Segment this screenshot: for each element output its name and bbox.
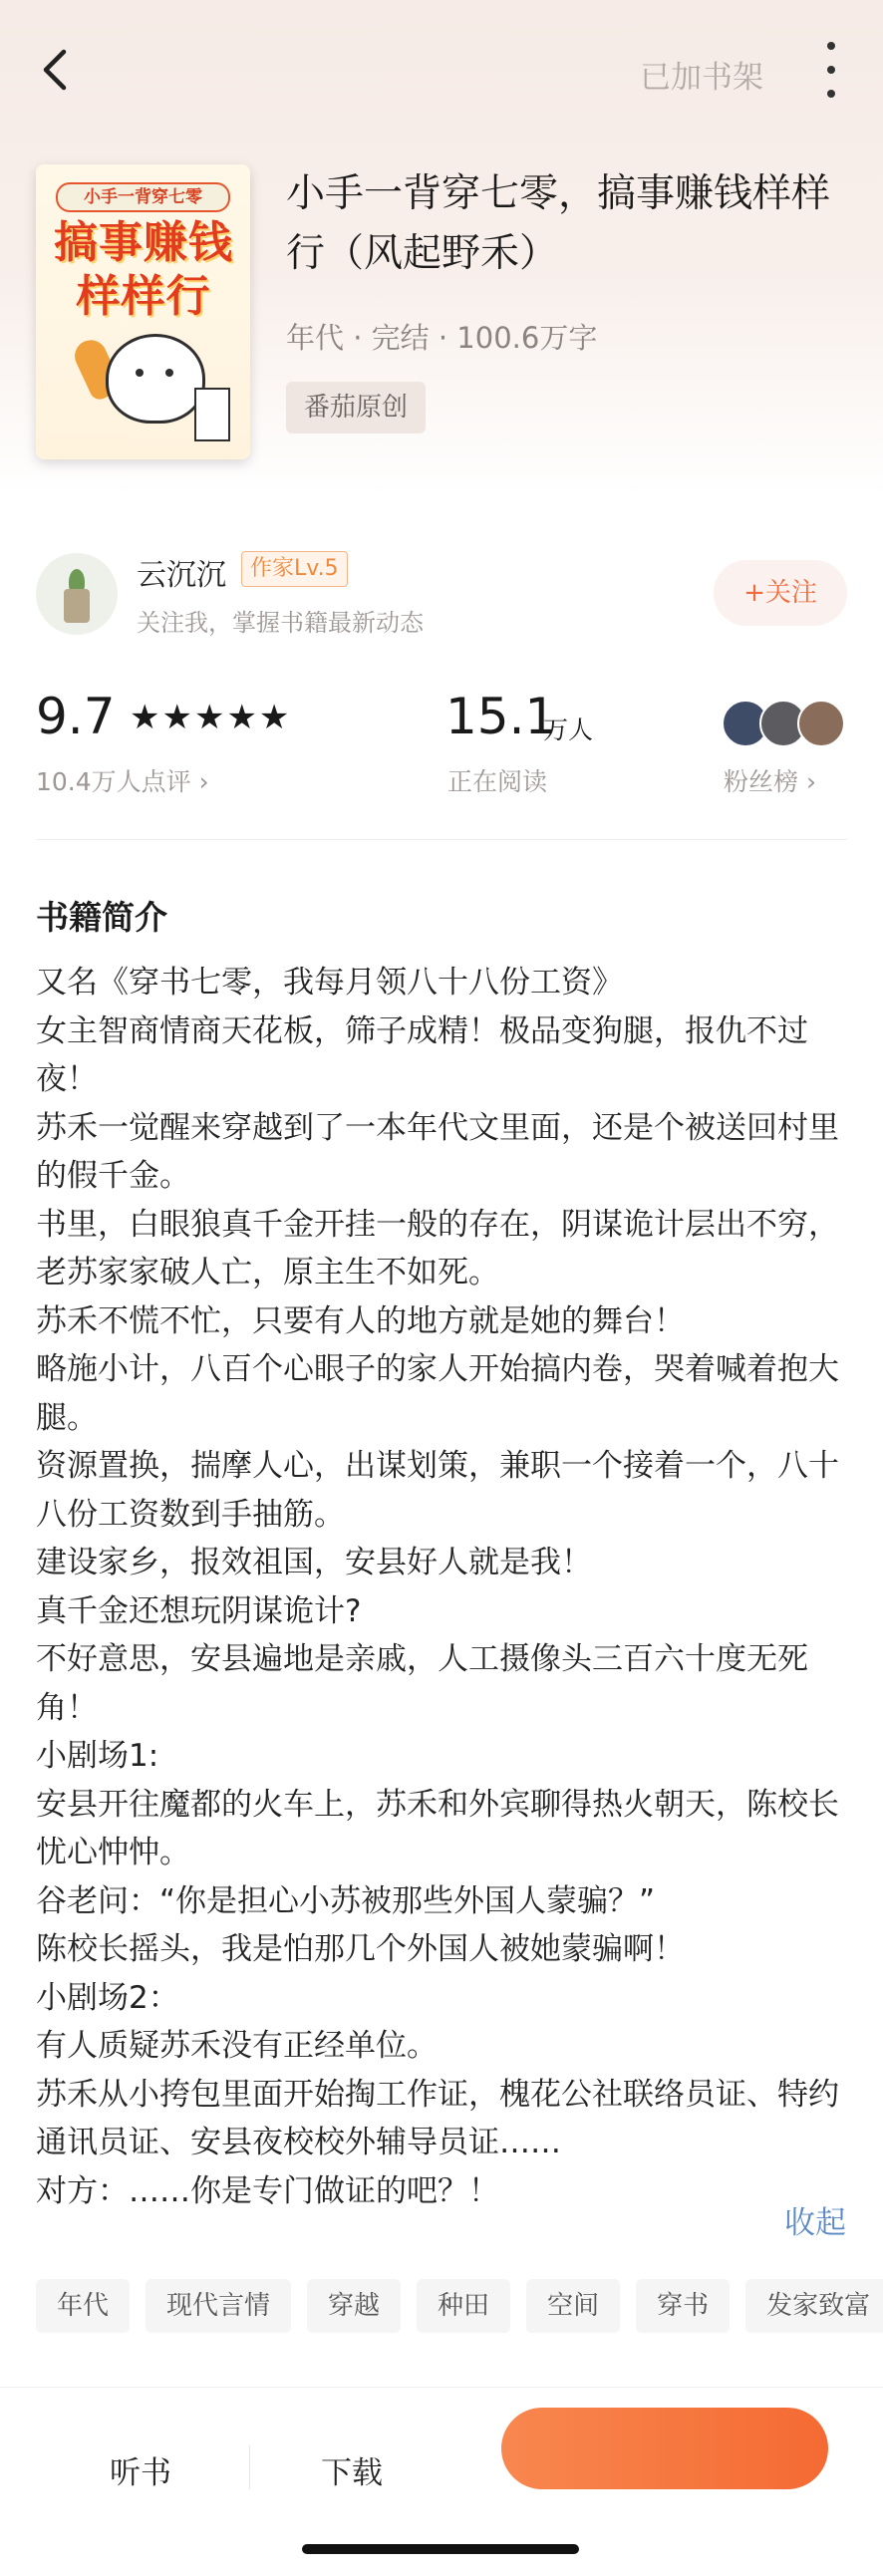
book-meta: 年代 · 完结 · 100.6万字	[286, 321, 598, 355]
tag-chip[interactable]: 现代言情	[146, 2279, 291, 2333]
rating-score: 9.7	[36, 688, 116, 745]
tag-chip[interactable]: 穿书	[636, 2279, 730, 2333]
author-avatar[interactable]	[36, 553, 118, 635]
follow-button[interactable]: +关注	[714, 560, 847, 626]
added-to-shelf-label[interactable]: 已加书架	[640, 60, 763, 96]
intro-paragraph: 苏禾不慌不忙，只要有人的地方就是她的舞台！	[36, 1302, 685, 1339]
readers-label: 正在阅读	[447, 767, 548, 796]
intro-paragraph: 对方：……你是专门做证的吧？！	[36, 2172, 499, 2209]
plant-pot-icon	[64, 589, 90, 623]
intro-paragraph: 略施小计，八百个心眼子的家人开始搞内卷，哭着喊着抱大腿。	[36, 1351, 839, 1436]
intro-paragraph: 安县开往魔都的火车上，苏禾和外宾聊得热火朝天，陈校长忧心忡忡。	[36, 1786, 839, 1870]
intro-paragraph: 谷老问：“你是担心小苏被那些外国人蒙骗？”	[36, 1882, 656, 1919]
tag-chip[interactable]: 空间	[526, 2279, 620, 2333]
collapse-button[interactable]: 收起	[784, 2205, 846, 2241]
listen-button[interactable]: 听书	[110, 2455, 171, 2491]
original-badge: 番茄原创	[286, 382, 426, 433]
intro-paragraph: 真千金还想玩阴谋诡计?	[36, 1592, 362, 1629]
read-now-button[interactable]	[501, 2408, 828, 2489]
fan-ranking-link[interactable]: 粉丝榜 ›	[724, 767, 816, 796]
cover-top-text: 小手一背穿七零	[56, 182, 230, 212]
intro-paragraph: 不好意思，安县遍地是亲戚，人工摄像头三百六十度无死角！	[36, 1641, 808, 1726]
intro-paragraph: 苏禾一觉醒来穿越到了一本年代文里面，还是个被送回村里的假千金。	[36, 1109, 839, 1194]
home-indicator	[302, 2544, 579, 2554]
chevron-left-icon	[30, 40, 80, 100]
divider	[36, 839, 847, 840]
author-description: 关注我，掌握书籍最新动态	[137, 609, 424, 637]
rating-count-link[interactable]: 10.4万人点评 ›	[36, 767, 209, 796]
intro-paragraph: 小剧场1:	[36, 1738, 159, 1774]
intro-paragraph: 又名《穿书七零，我每月领八十八份工资》	[36, 965, 623, 1001]
top-nav	[0, 0, 883, 149]
intro-text	[36, 959, 853, 2215]
intro-paragraph: 建设家乡，报效祖国，安县好人就是我！	[36, 1545, 592, 1580]
book-title: 小手一背穿七零，搞事赚钱样样行（风起野禾）	[286, 171, 831, 276]
intro-paragraph: 苏禾从小挎包里面开始掏工作证，槐花公社联络员证、特约通讯员证、安县夜校校外辅导员证……	[36, 2076, 839, 2160]
tag-list	[36, 2279, 871, 2333]
intro-paragraph: 女主智商情商天花板，筛子成精！极品变狗腿，报仇不过夜！	[36, 1012, 808, 1097]
download-button[interactable]: 下载	[321, 2455, 383, 2491]
more-options-icon[interactable]	[819, 42, 843, 98]
tag-chip[interactable]: 年代	[36, 2279, 130, 2333]
intro-paragraph: 书里，白眼狼真千金开挂一般的存在，阴谋诡计层出不穷，老苏家家破人亡，原主生不如死。	[36, 1206, 839, 1290]
tag-chip[interactable]: 发家致富	[745, 2279, 883, 2333]
mascot-eye	[165, 369, 173, 377]
divider	[249, 2445, 250, 2489]
tag-chip[interactable]: 穿越	[307, 2279, 401, 2333]
readers-unit: 万人	[543, 716, 594, 744]
tag-chip[interactable]: 种田	[417, 2279, 510, 2333]
intro-paragraph: 资源置换，揣摩人心，出谋划策，兼职一个接着一个，八十八份工资数到手抽筋。	[36, 1448, 839, 1533]
fan-avatars[interactable]	[722, 700, 851, 747]
bottom-action-bar	[0, 2387, 883, 2576]
cover-sign-illustration	[194, 388, 230, 441]
mascot-eye	[136, 369, 144, 377]
fan-avatar	[797, 700, 845, 747]
intro-paragraph: 有人质疑苏禾没有正经单位。	[36, 2028, 438, 2064]
intro-paragraph: 陈校长摇头，我是怕那几个外国人被她蒙骗啊！	[36, 1931, 685, 1967]
book-cover[interactable]	[36, 164, 250, 459]
readers-count: 15.1	[445, 688, 557, 745]
intro-title: 书籍简介	[36, 898, 167, 937]
author-level-badge: 作家Lv.5	[241, 551, 348, 587]
rating-stars-icon: ★★★★★	[130, 698, 292, 737]
mascot-illustration	[106, 334, 205, 424]
author-name[interactable]: 云沉沉	[137, 558, 226, 593]
cover-main-text: 搞事赚钱样样行	[54, 217, 233, 322]
back-button[interactable]	[30, 40, 80, 100]
intro-paragraph: 小剧场2：	[36, 1979, 179, 2016]
